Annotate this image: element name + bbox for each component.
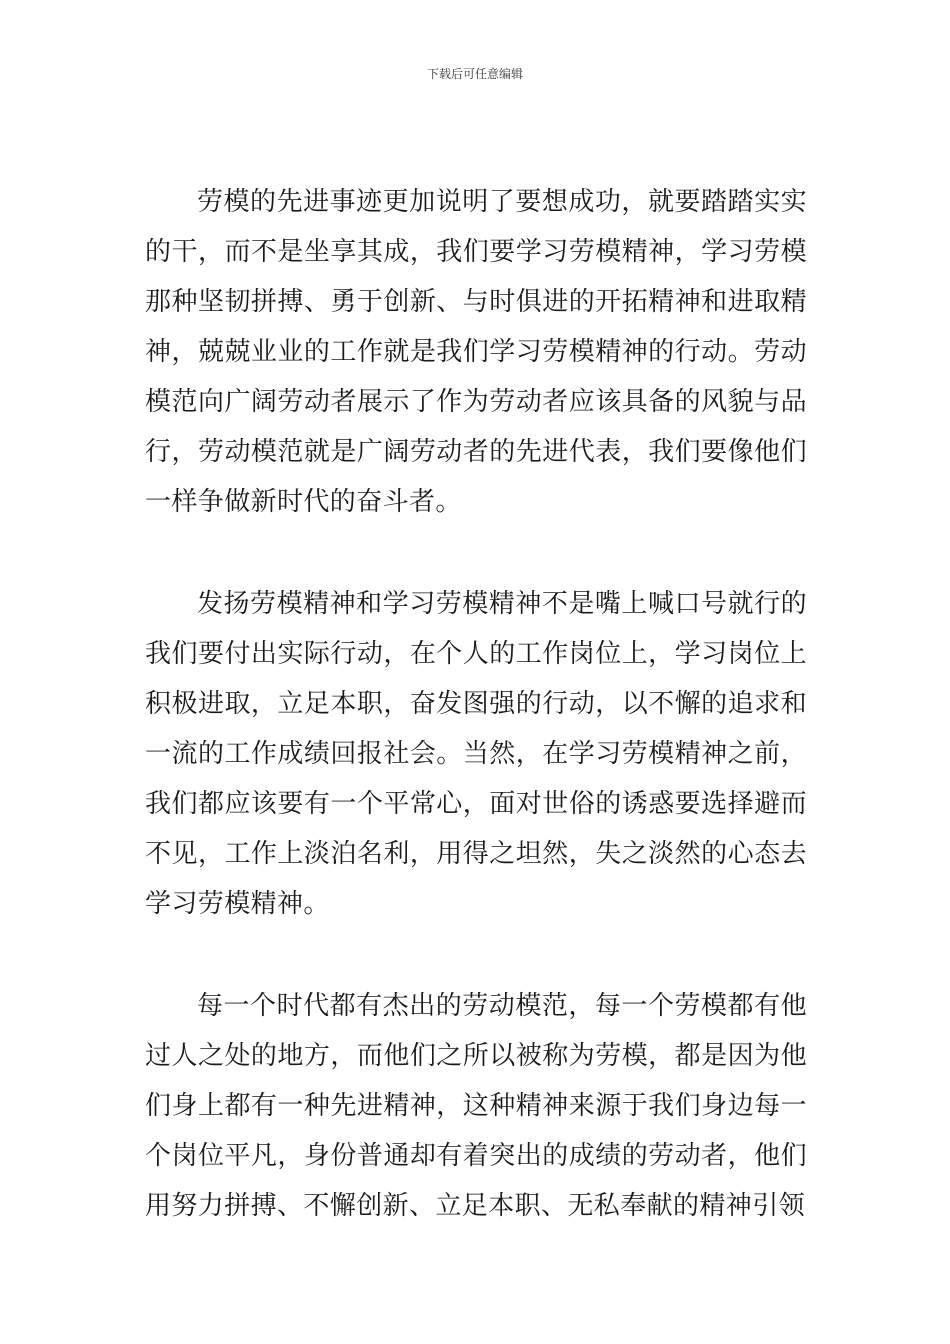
paragraph-1: 劳模的先进事迹更加说明了要想成功，就要踏踏实实的干，而不是坐享其成，我们要学习劳模精神，学习劳模那种坚韧拼搏、勇于创新、与时俱进的开拓精神和进取精神，兢兢业业的工作就是我们学习劳模精神的行动。劳动模范向广阔劳动者展示了作为劳动者应该具备的风貌与品行，劳动模范就是广阔劳动者的先进代表，我们要像他们一样争做新时代的奋斗者。	[145, 187, 807, 517]
document-body	[145, 177, 807, 1231]
paragraph-3: 每一个时代都有杰出的劳动模范，每一个劳模都有他过人之处的地方，而他们之所以被称为劳模，都是因为他们身上都有一种先进精神，这种精神来源于我们身边每一个岗位平凡，身份普通却有着突出的成绩的劳动者，他们用努力拼搏、不懈创新、立足本职、无私奉献的精神引领	[145, 991, 807, 1221]
page-header-note: 下载后可任意编辑	[426, 67, 523, 81]
paragraph-2: 发扬劳模精神和学习劳模精神不是嘴上喊口号就行的我们要付出实际行动，在个人的工作岗位上，学习岗位上积极进取，立足本职，奋发图强的行动，以不懈的追求和一流的工作成绩回报社会。当然，在学习劳模精神之前，我们都应该要有一个平常心，面对世俗的诱惑要选择避而不见，工作上淡泊名利，用得之坦然，失之淡然的心态去学习劳模精神。	[145, 589, 807, 919]
